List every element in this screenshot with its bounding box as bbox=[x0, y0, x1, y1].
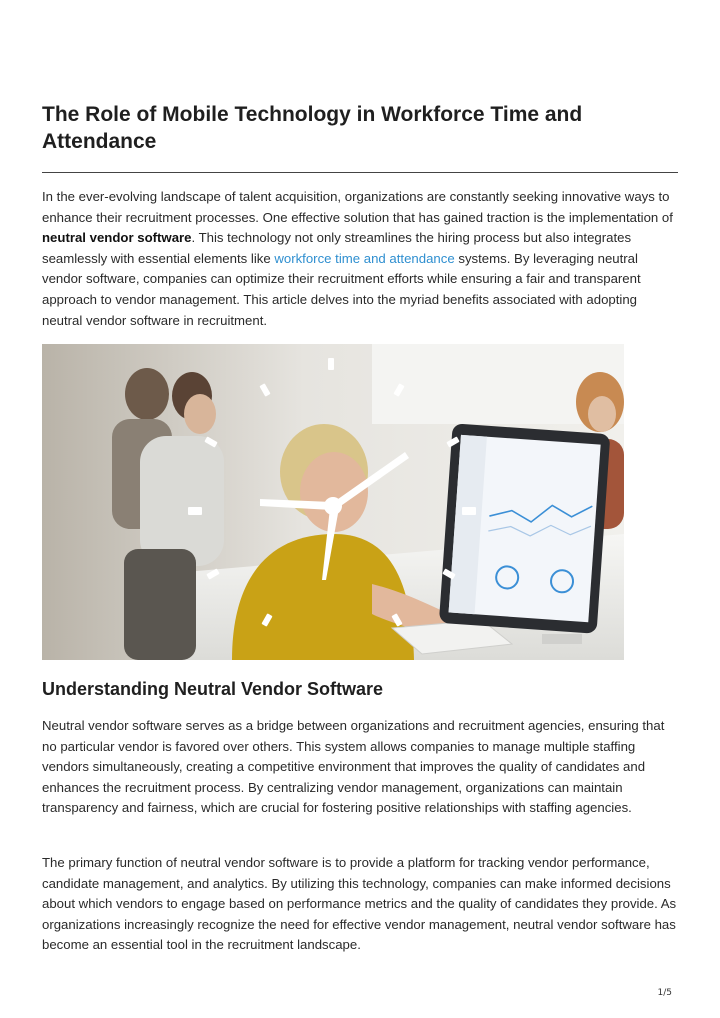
intro-bold-term: neutral vendor software bbox=[42, 230, 192, 246]
section-heading: Understanding Neutral Vendor Software bbox=[42, 679, 384, 699]
article-title: The Role of Mobile Technology in Workforce Time and Attendance bbox=[42, 103, 583, 153]
section-paragraph-1: Neutral vendor software serves as a bridge between organizations and recruitment agencies, ensuring that no particular vendor is favored over others. This system allows companies to manage multiple staffing vendors simultaneously, creating a competitive environment that improves the quality of candidates and enhances the recruitment process. By centralizing vendor management, organizations can maintain transparency and fairness, which are crucial for fostering positive relationships with staffing agencies. bbox=[42, 718, 665, 816]
section-paragraph-2: The primary function of neutral vendor software is to provide a platform for tracking vendor performance, candidate management, and analytics. By utilizing this technology, companies can make informed decisions about which vendors to engage based on performance metrics and the quality of candidates they provide. As organizations increasingly recognize the need for effective vendor management, neutral vendor software has become an essential tool in the recruitment landscape. bbox=[42, 855, 677, 953]
intro-paragraph bbox=[42, 187, 678, 331]
intro-text-3: systems. By leveraging neutral vendor software, companies can optimize their recruitment efforts while ensuring a fair and transparent approach to vendor management. This article delves into the myriad benefits associated with adopting neutral vendor software in recruitment. bbox=[42, 250, 641, 328]
workforce-link[interactable]: workforce time and attendance bbox=[274, 250, 455, 266]
intro-text-1: In the ever-evolving landscape of talent acquisition, organizations are constantly seeking innovative ways to enhance their recruitment processes. One effective solution that has gained traction is the implementation of bbox=[42, 189, 673, 225]
hero-image bbox=[42, 344, 624, 660]
title-divider bbox=[42, 172, 678, 173]
page-number: 1/5 bbox=[657, 988, 672, 998]
intro-text-2: . This technology not only streamlines the hiring process but also integrates seamlessly with essential elements like bbox=[42, 230, 632, 266]
